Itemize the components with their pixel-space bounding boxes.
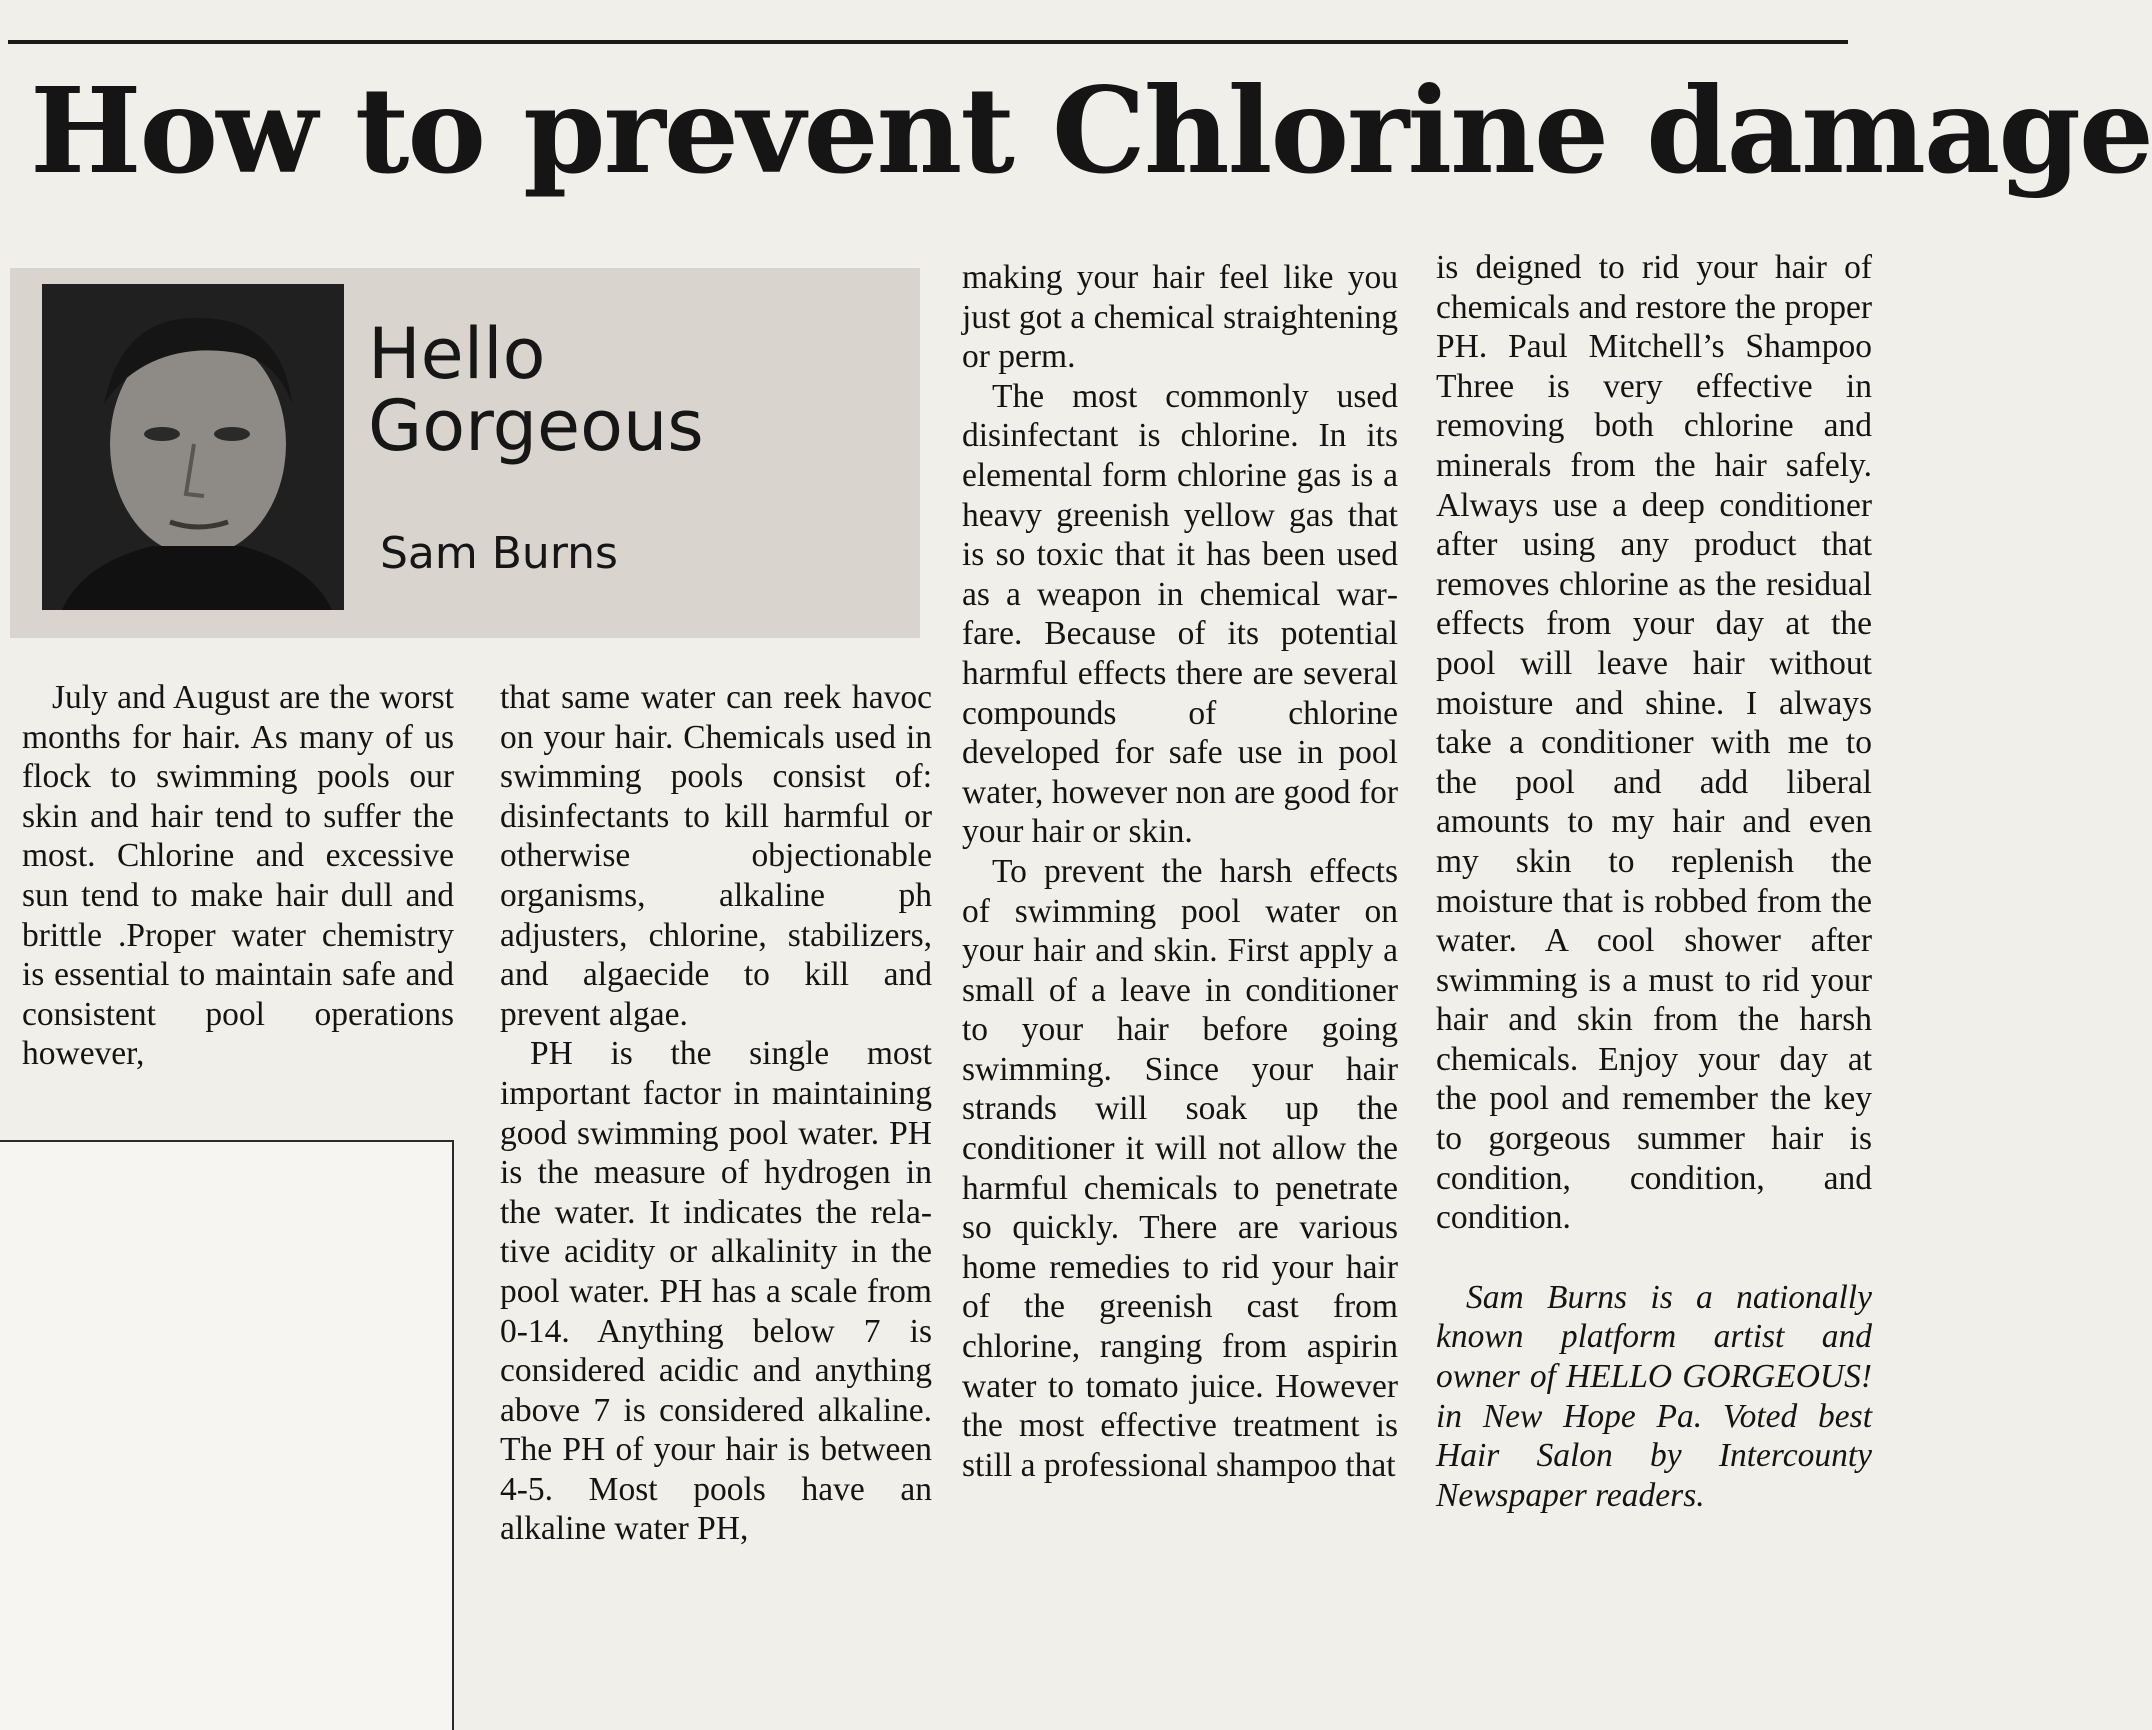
article-column-2 bbox=[500, 678, 932, 1549]
headline: How to prevent Chlorine damage bbox=[30, 61, 2152, 200]
author-bio: Sam Burns is a nationally known platform artist and owner of HELLO GORGEOUS! in New Hope Pa. Voted best Hair Salon by Intercounty Newspaper readers. bbox=[1436, 1278, 1872, 1514]
column-name-line1: Hello bbox=[368, 313, 546, 395]
paragraph: that same water can reek havoc on your hair. Chemicals used in swimming pools consist of: disinfectants to kill harmful or otherwise objectionable organisms, alkaline ph adjusters, chlorine, stabilizers, and algaecide to kill and prevent algae. bbox=[500, 679, 932, 1033]
article-column-4 bbox=[1436, 248, 1872, 1515]
blank-sidebar-box bbox=[0, 1140, 454, 1730]
column-name-line2: Gorgeous bbox=[368, 385, 704, 467]
paragraph: The most commonly used disinfectant is chlorine. In its elemental form chlorine gas is a heavy greenish yellow gas that is so toxic that it has been used as a weapon in chemical warfare. Because of its potential harmful effects there are several compounds of chlorine developed for safe use in pool water, however non are good for your hair or skin. bbox=[962, 377, 1398, 851]
paragraph: To prevent the harsh effects of swimming pool water on your hair and skin. First apply a small of a leave in conditioner to your hair before going swimming. Since your hair strands will soak up the conditioner it will not allow the harmful chemicals to penetrate so quickly. There are various home remedies to rid your hair of the greenish cast from chlorine, ranging from aspirin water to tomato juice. However the most effective treatment is still a professional shampoo that bbox=[962, 852, 1398, 1484]
article-column-1 bbox=[22, 678, 454, 1074]
paragraph: making your hair feel like you just got a chemical straightening or perm. bbox=[962, 259, 1398, 376]
paragraph: July and August are the worst months for hair. As many of us flock to swimming pools our skin and hair tend to suffer the most. Chlorine and excessive sun tend to make hair dull and brittle .Proper water chemistry is essential to maintain safe and consistent pool operations however, bbox=[22, 679, 454, 1073]
article-column-3 bbox=[962, 258, 1398, 1485]
author-portrait-image bbox=[42, 284, 344, 610]
author-photo bbox=[42, 284, 344, 610]
paragraph: is deigned to rid your hair of chemicals and restore the proper PH. Paul Mitchell’s Shampoo Three is very effective in removing both chlorine and minerals from the hair safely. Always use a deep conditioner after using any product that removes chlorine as the residual effects from your day at the pool will leave hair without moisture and shine. I always take a conditioner with me to the pool and add liberal amounts to my hair and even my skin to replenish the moisture that is robbed from the water. A cool shower after swimming is a must to rid your hair and skin from the harsh chemicals. Enjoy your day at the pool and remember the key to gorgeous summer hair is condition, condition, and condition. bbox=[1436, 249, 1872, 1237]
top-rule bbox=[8, 40, 1848, 44]
byline: Sam Burns bbox=[380, 528, 618, 579]
column-name bbox=[368, 313, 704, 467]
paragraph: PH is the single most important factor in maintaining good swimming pool water. PH is the measure of hydrogen in the water. It indicates the relative acidity or alkalinity in the pool water. PH has a scale from 0-14. Anything below 7 is considered acidic and anything above 7 is considered alkaline. The PH of your hair is between 4-5. Most pools have an alkaline water PH, bbox=[500, 1035, 932, 1548]
